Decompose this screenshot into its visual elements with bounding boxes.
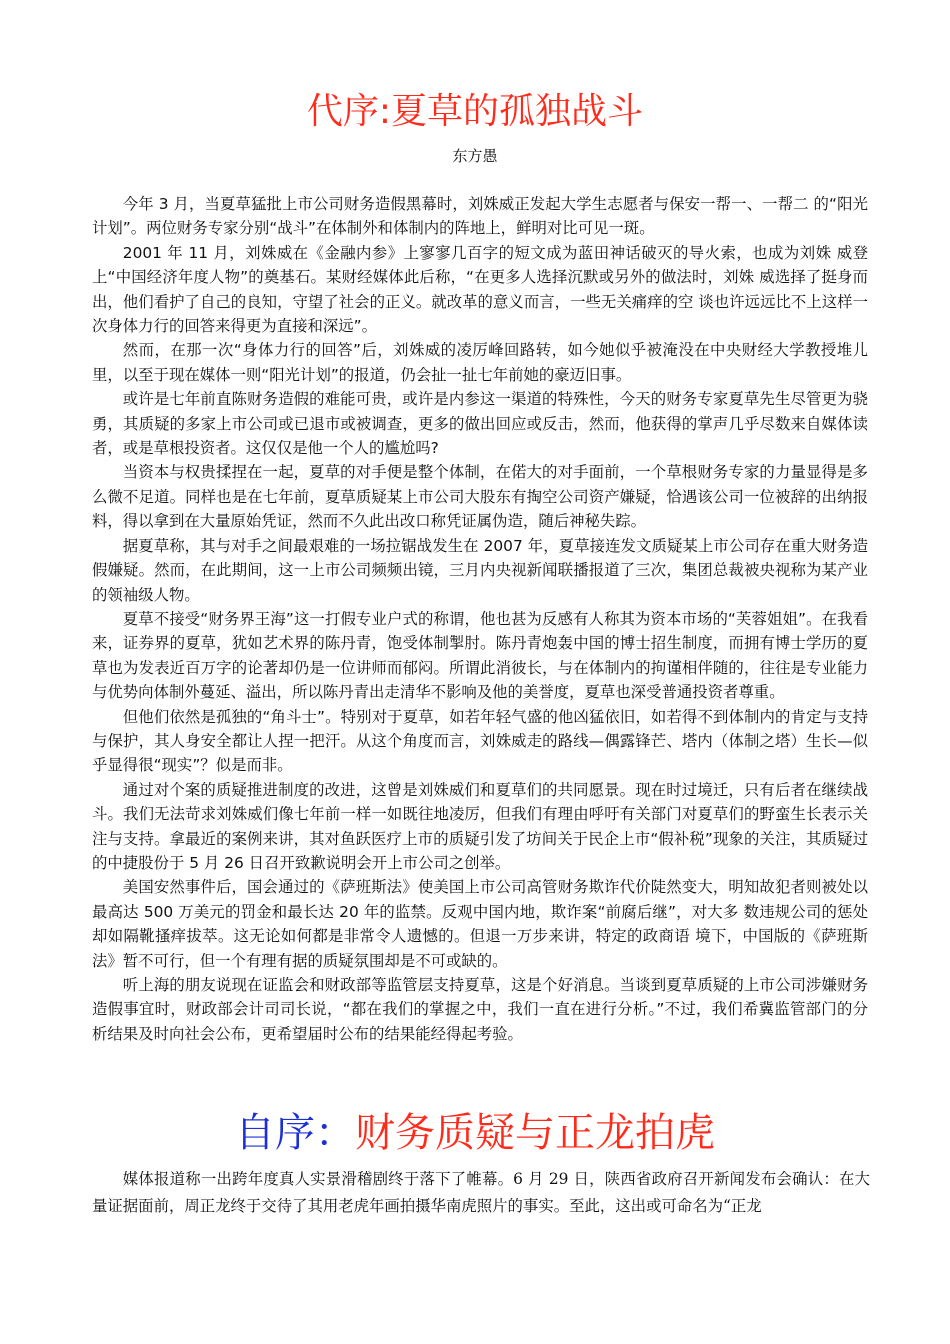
paragraph: 2001 年 11 月，刘姝威在《金融内参》上寥寥几百字的短文成为蓝田神话破灭的导火索，也成为刘姝 威登上“中国经济年度人物”的奠基石。某财经媒体此后称，“在更多人选择沉默或另外的做法时，刘姝 威选择了挺身而出，他们看护了自己的良知，守望了社会的正义。就改革的意义而言，一些无关痛痒的空 谈也许远远比不上这样一次身体力行的回答来得更为直接和深远”。: [92, 243, 868, 336]
paragraph: 通过对个案的质疑推进制度的改进，这曾是刘姝威们和夏草们的共同愿景。现在时过境迁，只有后者在继续战斗。我们无法苛求刘姝威们像七年前一样一如既往地凌厉，但我们有理由呼吁有关部门对夏草们的野蛮生长表示关注与支持。拿最近的案例来讲，其对鱼跃医疗上市的质疑引发了坊间关于民企上市“假补税”现象的关注，其质疑过的中捷股份于 5 月 26 日召开致歉说明会开上市公司之创举。: [92, 780, 868, 872]
paragraph: 当资本与权贵揉捏在一起，夏草的对手便是整个体制，在偌大的对手面前，一个草根财务专家的力量显得是多么微不足道。同样也是在七年前，夏草质疑某上市公司大股东有掏空公司资产嫌疑，恰遇该公司一位被辞的出纳报料，得以拿到在大量原始凭证，然而不久此出改口称凭证属伪造，随后神秘失踪。: [92, 463, 868, 531]
self-preface-title-prefix: 自序：: [235, 1110, 355, 1156]
paragraph: 但他们依然是孤独的“角斗士”。特别对于夏草，如若年轻气盛的他凶猛依旧，如若得不到体制内的肯定与支持与保护，其人身安全都让人捏一把汗。从这个角度而言，刘姝威走的路线—偶露锋芒、塔内（体制之塔）生长—似乎显得很“现实”？似是而非。: [92, 707, 868, 775]
paragraph: 媒体报道称一出跨年度真人实景滑稽剧终于落下了帷幕。6 月 29 日，陕西省政府召开新闻发布会确认：在大量证据面前，周正龙终于交待了其用老虎年画拍摄华南虎照片的事实。至此，这出或可命名为“正龙: [92, 1170, 870, 1215]
preface-body: [92, 192, 868, 1046]
paragraph: 夏草不接受“财务界王海”这一打假专业户式的称谓，他也甚为反感有人称其为资本市场的“芙蓉姐姐”。在我看来，证券界的夏草，犹如艺术界的陈丹青，饱受体制掣肘。陈丹青炮轰中国的博士招生制度，而拥有博士学历的夏草也为发表近百万字的论著却仍是一位讲师而郁闷。所谓此消彼长，与在体制内的拘谨相伴随的，往往是专业能力与优势向体制外蔓延、溢出，所以陈丹青出走清华不影响及他的美誉度，夏草也深受普通投资者尊重。: [92, 609, 868, 702]
paragraph: 听上海的朋友说现在证监会和财政部等监管层支持夏草，这是个好消息。当谈到夏草质疑的上市公司涉嫌财务造假事宜时，财政部会计司司长说，“都在我们的掌握之中，我们一直在进行分析。”不过，我们希冀监管部门的分析结果及时向社会公布，更希望届时公布的结果能经得起考验。: [92, 976, 868, 1043]
paragraph: 今年 3 月，当夏草猛批上市公司财务造假黑幕时，刘姝威正发起大学生志愿者与保安一帮一、一帮二 的“阳光计划”。两位财务专家分别“战斗”在体制外和体制内的阵地上，鲜明对比可见一斑。: [92, 195, 868, 238]
self-preface-title: [0, 1106, 950, 1160]
preface-author: 东方愚: [452, 147, 498, 165]
paragraph: 或许是七年前直陈财务造假的难能可贵，或许是内参这一渠道的特殊性，今天的财务专家夏草先生尽管更为骁勇，其质疑的多家上市公司或已退市或被调查，更多的做出回应或反击，然而，他获得的掌声几乎尽数来自媒体读者，或是草根投资者。这仅仅是他一个人的尴尬吗?: [92, 390, 868, 458]
preface-title: 代序:夏草的孤独战斗: [306, 91, 644, 132]
self-preface-body: [92, 1166, 870, 1220]
paragraph: 据夏草称，其与对手之间最艰难的一场拉锯战发生在 2007 年，夏草接连发文质疑某上市公司存在重大财务造假嫌疑。然而，在此期间，这一上市公司频频出镜，三月内央视新闻联播报道了三次，集团总裁被央视称为某产业的领袖级人物。: [92, 536, 868, 604]
paragraph: 然而，在那一次“身体力行的回答”后，刘姝威的凌厉峰回路转，如今她似乎被淹没在中央财经大学教授堆儿里，以至于现在媒体一则“阳光计划”的报道，仍会扯一扯七年前她的豪迈旧事。: [92, 341, 868, 384]
self-preface-title-main: 财务质疑与正龙拍虎: [355, 1110, 715, 1156]
paragraph: 美国安然事件后，国会通过的《萨班斯法》使美国上市公司高管财务欺诈代价陡然变大，明知故犯者则被处以最高达 500 万美元的罚金和最长达 20 年的监禁。反观中国内地，欺诈案“前腐后继”，对大多 数违规公司的惩处却如隔靴搔痒拔萃。这无论如何都是非常令人遗憾的。但退一万步来讲，特定的政商语 境下，中国版的《萨班斯法》暂不可行，但一个有理有据的质疑氛围却是不可或缺的。: [92, 878, 868, 970]
